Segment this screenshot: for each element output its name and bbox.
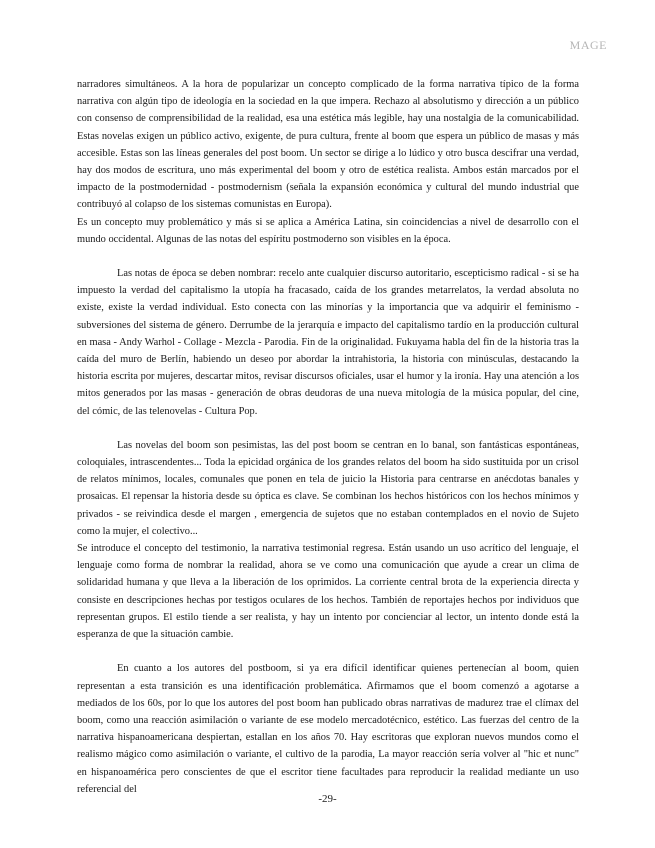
running-header: MAGE — [569, 38, 607, 52]
paragraph-5: Se introduce el concepto del testimonio, la narrativa testimonial regresa. Están usando un uso acrítico del lenguaje, el lenguaje como forma de nombrar la realidad, ahora se ve como una comunicación que ayude a crear un clima de solidaridad humana y que lleva a la liberación de los oprimidos. La corriente central brota de la experiencia directa y consiste en descripciones hechas por testigos oculares de los hechos. También de reportajes hechos por individuos que representan grupos. El estilo tiende a ser realista, y hay un intento por concienciar al lector, un intento donde está la esperanza de que la situación cambie. — [77, 543, 579, 641]
paragraph-2: Es un concepto muy problemático y más si se aplica a América Latina, sin coincidencias a nivel de desarrollo con el mundo occidental. Algunas de las notas del espíritu postmoderno son visibles en la época. — [77, 216, 579, 245]
page-number: -29- — [318, 793, 337, 805]
paragraph-3: Las notas de época se deben nombrar: recelo ante cualquier discurso autoritario, escepticismo radical - si se ha impuesto la verdad del capitalismo la utopía ha fracasado, caída de los grandes metarrelatos, la verdad absoluta no existe, existe la verdad individual. Esto conecta con las minorías y la importancia que va adquirir el feminismo - subversiones del sistema de género. Derrumbe de la jerarquía e impacto del capitalismo tardío en la producción cultural en masa - Andy Warhol - Collage - Mezcla - Parodia. Fin de la originalidad. Fukuyama habla del fin de la historia tras la caída del muro de Berlín, habiendo un deseo por abordar la intrahistoria, la historia con minúsculas, destacando la historia escrita por mujeres, descartar mitos, revisar discursos oficiales, usar el humor y la ironía. Hay una atención a los mitos generados por las masas - generación de obras deudoras de una nueva mitología de la música popular, del cine, del cómic, de las telenovelas - Cultura Pop. — [77, 268, 579, 417]
paragraph-4: Las novelas del boom son pesimistas, las del post boom se centran en lo banal, son fantásticas espontáneas, coloquiales, intrascendentes... Toda la epicidad orgánica de los grandes relatos del boom ha sido sustituida por un crisol de relatos mínimos, locales, comunales que ponen en tela de juicio la Historia para centrarse en anécdotas banales y prosaicas. El repensar la historia desde su óptica es clave. Se combinan los hechos históricos con los hechos mínimos y privados - se reivindica desde el margen , emergencia de sujetos que no estaban contemplados en el novio de Sujeto como la mujer, el colectivo... — [77, 439, 579, 537]
paragraph-1: narradores simultáneos. A la hora de popularizar un concepto complicado de la forma narrativa típico de la forma narrativa con algún tipo de ideología en la sociedad en la que impera. Rechazo al absolutismo y dirección a un público con consenso de comprensibilidad de la realidad, esa una estética más legible, hay una nostalgia de la comunicabilidad. Estas novelas exigen un público activo, exigente, de pura cultura, frente al boom que espera un público de masas y más accesible. Estas son las líneas generales del post boom. Un sector se dirige a lo lúdico y otro busca descifrar una verdad, hay dos modos de escritura, uno más experimental del boom y otro de estética realista. Ambos están marcados por el impacto de la postmodernidad - postmodernism (señala la expansión económica y cultural del mundo industrial que contribuyó al colapso de los sistemas comunistas en Europa). — [77, 79, 579, 211]
page-body — [77, 76, 579, 798]
paragraph-6: En cuanto a los autores del postboom, si ya era difícil identificar quienes pertenecían al boom, quien representan a esta transición es una identificación problemática. Afirmamos que el boom comenzó a agotarse a mediados de los 60s, por lo que los autores del post boom han publicado obras narrativas de madurez trae el clímax del boom, como una reacción asimilación o variante de ese modelo mercadotécnico, estético. Las fuerzas del centro de la narrativa hispanoamericana despiertan, estallan en los años 70. Hay escritoras que exploran nuevos mundos como el realismo mágico como asimilación o variante, el cultivo de la parodia, La mayor reacción sería volver al "hic et nunc" en hispanoamérica pero conscientes de que el escritor tiene facultades para reproducir la realidad mediante un uso referencial del — [77, 663, 579, 795]
